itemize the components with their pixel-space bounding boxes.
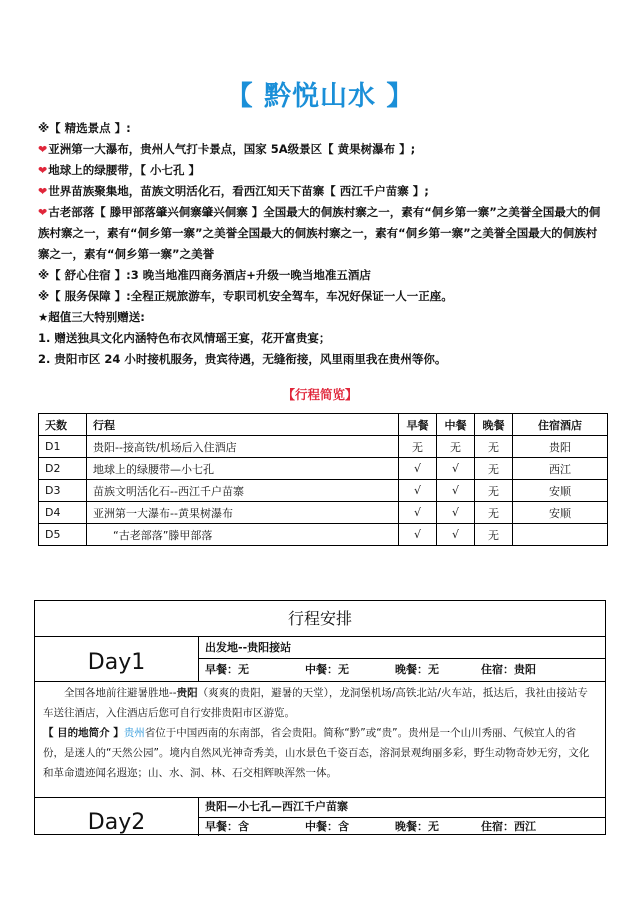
table-row [39,480,608,502]
schedule-title: 行程安排 [35,601,605,637]
stay-info: 住宿：西江 [481,820,536,833]
overview-table [38,413,608,546]
heart-icon: ❤ [38,185,48,198]
day-meals [199,817,605,836]
cell-route: 贵阳--接高铁/机场后入住酒店 [87,436,399,458]
gifts-header: ★超值三大特别赠送: [38,310,145,324]
overview-title: 【行程简览】 [282,387,358,402]
cell-dinner: 无 [475,524,513,546]
destination-intro: 【 目的地简介 】贵州省位于中国西南的东南部，省会贵阳。简称“黔”或“贵”。贵州是一个山川秀丽、气候宜人的省份，是迷人的“天然公园”。境内自然风光神奇秀美，山水景色千姿百态，溶洞景观绚丽多彩，野生动物奇妙无穷，文化和革命遗迹闻名遐迩；山、水、洞、林、石交相辉映浑然一体。 [43,727,590,779]
col-header: 行程 [87,414,399,436]
col-header: 早餐 [399,414,437,436]
col-header: 晚餐 [475,414,513,436]
col-header: 天数 [39,414,87,436]
cell-day: D4 [39,502,87,524]
cell-lunch: √ [437,524,475,546]
dinner-info: 晚餐：无 [395,663,439,676]
cell-breakfast: √ [399,502,437,524]
day2-header [35,797,605,836]
cell-route: 地球上的绿腰带—小七孔 [87,458,399,480]
highlight-item: ❤地球上的绿腰带，【 小七孔 】 [38,163,200,177]
heart-icon: ❤ [38,206,48,219]
table-row [39,524,608,546]
cell-breakfast: √ [399,524,437,546]
cell-route: 亚洲第一大瀑布--黄果树瀑布 [87,502,399,524]
day-name: Day2 [35,798,199,836]
day1-paragraph: 全国各地前往避暑胜地--贵阳（爽爽的贵阳，避暑的天堂），龙洞堡机场/高铁北站/火车站，抵达后，我社由接站专车送往酒店，入住酒店后您可自行安排贵阳市区游览。 [43,687,588,719]
cell-route: “古老部落”滕甲部落 [87,524,399,546]
table-row [39,458,608,480]
cell-hotel: 安顺 [513,502,608,524]
cell-dinner: 无 [475,502,513,524]
cell-breakfast: √ [399,480,437,502]
cell-day: D1 [39,436,87,458]
highlights-header: ※【 精选景点 】: [38,121,131,135]
cell-hotel: 贵阳 [513,436,608,458]
breakfast-info: 早餐：含 [205,820,249,833]
dinner-info: 晚餐：无 [395,820,439,833]
cell-dinner: 无 [475,458,513,480]
gift-item: 2. 贵阳市区 24 小时接机服务，贵宾待遇，无缝衔接，风里雨里我在贵州等你。 [38,352,447,366]
cell-dinner: 无 [475,480,513,502]
day-route: 出发地--贵阳接站 [205,641,292,654]
cell-breakfast: 无 [399,436,437,458]
highlight-item: ❤亚洲第一大瀑布，贵州人气打卡景点，国家 5A级景区【 黄果树瀑布 】; [38,142,416,156]
table-header-row [39,414,608,436]
col-header: 中餐 [437,414,475,436]
service-info: ※【 服务保障 】:全程正规旅游车，专职司机安全驾车，车况好保证一人一正座。 [38,289,453,303]
gift-item: 1. 赠送独具文化内涵特色布衣风情瑶王宴，花开富贵宴； [38,331,331,345]
breakfast-info: 早餐：无 [205,663,249,676]
cell-day: D5 [39,524,87,546]
cell-breakfast: √ [399,458,437,480]
schedule-box [34,600,606,835]
day1-header [35,637,605,682]
cell-hotel: 西江 [513,458,608,480]
lunch-info: 中餐：含 [305,820,349,833]
cell-lunch: 无 [437,436,475,458]
day-meals [199,658,605,681]
cell-lunch: √ [437,502,475,524]
cell-lunch: √ [437,458,475,480]
highlight-item: ❤世界苗族聚集地，苗族文明活化石，看西江知天下苗寨【 西江千户苗寨 】; [38,184,429,198]
cell-lunch: √ [437,480,475,502]
stay-info: 住宿：贵阳 [481,663,536,676]
cell-day: D2 [39,458,87,480]
hotel-info: ※【 舒心住宿 】:3 晚当地准四商务酒店+升级一晚当地准五酒店 [38,268,371,282]
lunch-info: 中餐：无 [305,663,349,676]
table-row [39,502,608,524]
heart-icon: ❤ [38,164,48,177]
heart-icon: ❤ [38,143,48,156]
col-header: 住宿酒店 [513,414,608,436]
cell-dinner: 无 [475,436,513,458]
table-row [39,436,608,458]
day1-description [35,683,605,797]
intro-section [38,118,608,370]
day-route: 贵阳—小七孔—西江千户苗寨 [205,800,348,813]
highlight-item: ❤古老部落【 滕甲部落肇兴侗寨肇兴侗寨 】全国最大的侗族村寨之一，素有“侗乡第一寨”之美誉全国最大的侗族村寨之一，素有“侗乡第一寨”之美誉全国最大的侗族村寨之一，素有“侗乡第一寨”之美誉全国最大的侗族村寨之一，素有“侗乡第一寨”之美誉 [38,205,601,261]
cell-hotel: 安顺 [513,480,608,502]
cell-hotel [513,524,608,546]
page-title: 【 黔悦山水 】 [225,81,415,112]
cell-route: 苗族文明活化石--西江千户苗寨 [87,480,399,502]
cell-day: D3 [39,480,87,502]
day-name: Day1 [35,637,199,681]
